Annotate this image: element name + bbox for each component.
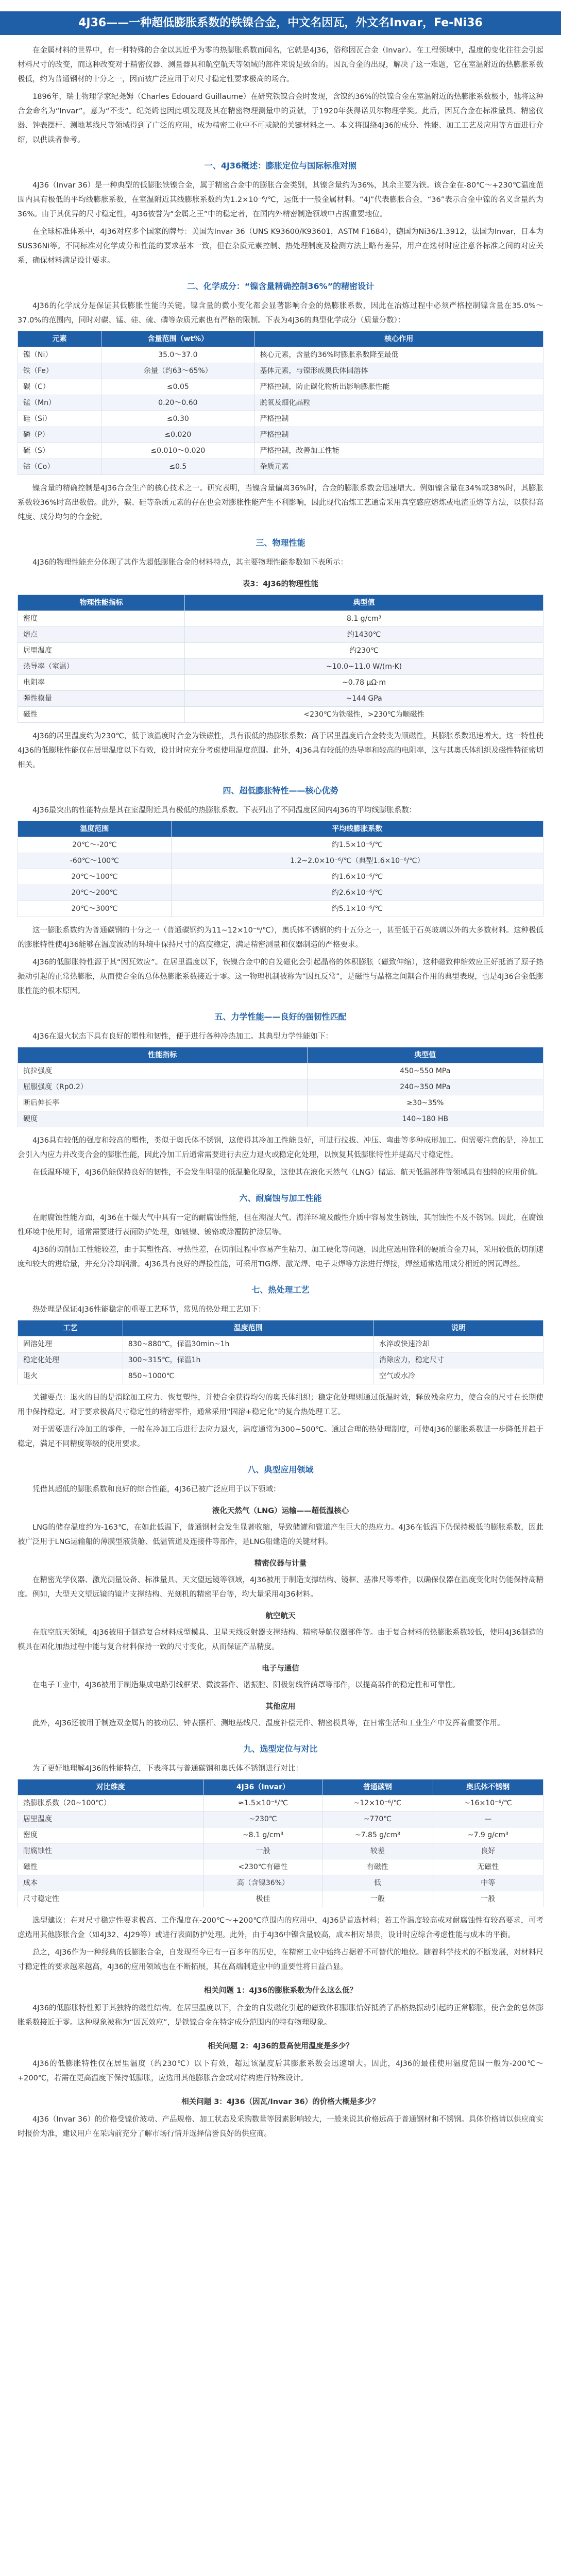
table-cell: 一般 [203,1843,322,1859]
table-cell: 空气或水冷 [373,1368,543,1384]
table-cell: ~10.0~11.0 W/(m·K) [185,659,543,675]
table-cell: 居里温度 [18,643,185,659]
paragraph: 4J36最突出的性能特点是其在室温附近具有极低的热膨胀系数。下表列出了不同温度区间内4J36的平均线膨胀系数： [32,806,417,815]
intro-paragraph: 1896年，瑞士物理学家纪尧姆（Charles Edouard Guillaume）在研究铁镍合金时发现，含镍约36%的铁镍合金在室温附近的热膨胀系数极小，他将这种合金命名为“Invar”，意为“不变”。纪尧姆也因此项发现及其在精密物理测量中的贡献，于1920年获得诺贝尔物理学奖。此后，因瓦合金在标准量具、精密仪器、钟表摆杆、测地基线尺等领域得到了广泛的应用，成为精密工业中不可或缺的关键材料之一。本文将围绕4J36的成分、性能、加工工艺及应用等方面进行介绍，以供读者参考。 [18,93,543,144]
table-cell: 抗拉强度 [18,1063,308,1079]
paragraph: 4J36具有较低的强度和较高的塑性，类似于奥氏体不锈钢，这使得其冷加工性能良好，可进行拉拔、冲压、弯曲等多种成形加工。但需要注意的是，冷加工会引入内应力并改变合金的膨胀性能，因此冷加工后通常需要进行去应力退火或稳定化处理，以恢复其低膨胀特性并提高尺寸稳定性。 [18,1137,543,1159]
faq-question: 相关问题 2：4J36的最高使用温度是多少？ [208,2042,353,2050]
table-row [18,427,543,443]
mechanical-table [18,1047,543,1127]
table-row [18,1843,543,1859]
table-row [18,627,543,643]
table-cell: 稳定化处理 [18,1352,123,1368]
table-cell: ~7.9 g/cm³ [433,1827,543,1843]
table-row [18,611,543,627]
paragraph: 4J36的物理性能充分体现了其作为超低膨胀合金的材料特点，其主要物理性能参数如下表所示： [32,558,348,567]
table-cell: ≤0.020 [101,427,254,443]
table-row [18,1891,543,1907]
table-row [18,1063,543,1079]
table-row [18,347,543,363]
table-cell: ≤0.010～0.020 [101,443,254,459]
table-header: 工艺 [18,1320,123,1336]
table-cell: ≤0.30 [101,411,254,427]
paragraph: 在精密光学仪器、激光测量设备、标准量具、天文望远镜等领域，4J36被用于制造支撑结构、镜框、基准尺等零件，以确保仪器在温度变化时仍能保持高精度。例如，大型天文望远镜的镜片支撑结构、光刻机的精密平台等，均大量采用4J36材料。 [18,1576,543,1599]
table-row [18,1859,543,1875]
table-row [18,885,543,901]
table-cell: ~230℃ [203,1811,322,1827]
table-cell: <230℃有磁性 [203,1859,322,1875]
section-heading: 五、力学性能——良好的强韧性匹配 [214,1012,347,1022]
faq-answer: 4J36（Invar 36）的价格受镍价波动、产品规格、加工状态及采购数量等因素影响较大，一般来说其价格远高于普通钢材和不锈钢。具体价格请以供应商实时报价为准，建议用户在采购前充分了解市场行情并选择信誉良好的供应商。 [18,2115,543,2138]
paragraph: LNG的储存温度约为-163℃，在如此低温下，普通钢材会发生显著收缩，导致储罐和管道产生巨大的热应力。4J36在低温下仍保持极低的膨胀系数，因此被广泛用于LNG运输船的薄膜型液货舱、低温管道及连接件等部件，是LNG船建造的关键材料。 [18,1523,543,1546]
table-cell: ≤0.05 [101,379,254,395]
table-row [18,363,543,379]
section-heading: 九、选型定位与对比 [243,1744,318,1754]
table-cell: 钴（Co） [18,459,101,475]
table-cell: <230℃为铁磁性，>230℃为顺磁性 [185,707,543,723]
table-row [18,1795,543,1811]
paragraph: 此外，4J36还被用于制造双金属片的被动层、钟表摆杆、测地基线尺、温度补偿元件、精密模具等，在日常生活和工业生产中发挥着重要作用。 [32,1719,505,1727]
table-header: 典型值 [185,595,543,611]
table-cell: 耐腐蚀性 [18,1843,204,1859]
table-row [18,707,543,723]
paragraph: 选型建议：在对尺寸稳定性要求极高、工作温度在-200℃～+200℃范围内的应用中，4J36是首选材料；若工作温度较高或对耐腐蚀性有较高要求，可考虑选用其他膨胀合金（如4J32、4J29等）或进行表面防护处理。此外，由于4J36中镍含量较高，成本相对昂贵，设计时应综合考虑性能与成本的平衡。 [18,1917,543,1939]
composition-table [18,331,543,475]
table-row [18,379,543,395]
table-cell: 约230℃ [185,643,543,659]
paragraph: 在全球标准体系中，4J36对应多个国家的牌号：美国为Invar 36（UNS K93600/K93601，ASTM F1684），德国为Ni36/1.3912，法国为Invar，日本为SUS36Ni等。不同标准对化学成分和性能的要求基本一致，但在杂质元素控制、热处理制度及检测方法上略有差异，用户在选材时应注意各标准之间的对应关系，确保材料满足设计要求。 [18,228,543,265]
table-cell: 热导率（室温） [18,659,185,675]
table-cell: 密度 [18,611,185,627]
faq-question: 相关问题 3：4J36（因瓦/Invar 36）的价格大概是多少？ [181,2098,380,2106]
table-row [18,443,543,459]
table-header: 奥氏体不锈钢 [433,1780,543,1795]
table-cell: 严格控制 [254,411,543,427]
table-header: 说明 [373,1320,543,1336]
table-header: 核心作用 [254,331,543,347]
application-title: 航空航天 [265,1612,296,1620]
table-row [18,675,543,691]
table-cell: ~0.78 μΩ·m [185,675,543,691]
table-cell: ~144 GPa [185,691,543,707]
table-cell: 严格控制，防止碳化物析出影响膨胀性能 [254,379,543,395]
section-heading: 七、热处理工艺 [251,1285,310,1295]
table-cell: 20℃～300℃ [18,901,172,917]
table-cell: 杂质元素 [254,459,543,475]
table-cell: 450~550 MPa [307,1063,543,1079]
table-row [18,1336,543,1352]
table-row [18,643,543,659]
table-cell: 尺寸稳定性 [18,1891,204,1907]
paragraph: 4J36在退火状态下具有良好的塑性和韧性，便于进行各种冷热加工。其典型力学性能如下： [32,1032,333,1041]
table-row [18,459,543,475]
table-header: 物理性能指标 [18,595,185,611]
table-cell: 基体元素，与镍形成奥氏体固溶体 [254,363,543,379]
table-cell: 熔点 [18,627,185,643]
table-cell: 一般 [322,1891,433,1907]
table-cell: 余量（约63～65%） [101,363,254,379]
table-cell: 硬度 [18,1111,308,1127]
table-header: 性能指标 [18,1047,308,1063]
table-cell: 退火 [18,1368,123,1384]
table-cell: 240~350 MPa [307,1079,543,1095]
table-cell: 居里温度 [18,1811,204,1827]
table-cell: 约2.6×10⁻⁶/℃ [171,885,543,901]
faq-answer: 4J36的低膨胀特性仅在居里温度（约230℃）以下有效，超过该温度后其膨胀系数会迅速增大。因此，4J36的最佳使用温度范围一般为-200℃～+200℃，若需在更高温度下保持低膨胀，应选用其他膨胀合金或对结构进行特殊设计。 [18,2060,543,2082]
paragraph: 这一膨胀系数约为普通碳钢的十分之一（普通碳钢约为11~12×10⁻⁶/℃），奥氏体不锈钢的约十五分之一，甚至低于石英玻璃以外的大多数材料。这种极低的膨胀特性使4J36能够在温度波动的环境中保持尺寸的高度稳定，满足精密测量和仪器制造的严格要求。 [18,926,543,949]
table-row [18,1111,543,1127]
table-cell: — [433,1811,543,1827]
application-title: 其他应用 [265,1703,296,1711]
table-header: 元素 [18,331,101,347]
table-cell: 脱氧及细化晶粒 [254,395,543,411]
intro-paragraph: 在金属材料的世界中，有一种特殊的合金以其近乎为零的热膨胀系数而闻名，它就是4J36，俗称因瓦合金（Invar）。在工程领域中，温度的变化往往会引起材料尺寸的改变，而这种改变对于精密仪器、测量器具和航空航天等领域的部件来说是致命的。因瓦合金的出现，解决了这一难题，它在室温附近的热膨胀系数极低，约为普通钢材的十分之一，因而被广泛应用于对尺寸稳定性要求极高的场合。 [18,46,543,83]
table-cell: 20℃～200℃ [18,885,172,901]
table-cell: 锰（Mn） [18,395,101,411]
table-cell: ~12×10⁻⁶/℃ [322,1795,433,1811]
paragraph: 在耐腐蚀性能方面，4J36在干燥大气中具有一定的耐腐蚀性能，但在潮湿大气、海洋环境及酸性介质中容易发生锈蚀，其耐蚀性不及不锈钢。因此，在腐蚀性环境中使用时，通常需要进行表面防护处理，如镀镍、镀铬或涂覆防护涂层等。 [18,1214,543,1236]
expansion-table [18,821,543,917]
paragraph: 在电子工业中，4J36被用于制造集成电路引线框架、微波器件、谐振腔、阴极射线管荫罩等部件，以提高器件的稳定性和可靠性。 [32,1681,460,1689]
table-cell: 碳（C） [18,379,101,395]
table-cell: ≈1.5×10⁻⁶/℃ [203,1795,322,1811]
table-header: 温度范围 [18,821,172,837]
faq-question: 相关问题 1：4J36的膨胀系数为什么这么低？ [203,1987,358,1995]
section-heading: 六、耐腐蚀与加工性能 [239,1193,322,1203]
table-cell: 一般 [433,1891,543,1907]
section-heading: 八、典型应用领域 [247,1465,314,1475]
table-cell: 成本 [18,1875,204,1891]
section-heading: 三、物理性能 [256,538,305,548]
table-cell: 低 [322,1875,433,1891]
table-cell: -60℃～100℃ [18,853,172,869]
table-cell: 断后伸长率 [18,1095,308,1111]
application-title: 电子与通信 [262,1665,299,1673]
table-cell: ≤0.5 [101,459,254,475]
paragraph: 为了更好地理解4J36的性能特点，下表将其与普通碳钢和奥氏体不锈钢进行对比： [32,1765,303,1773]
table-cell: 电阻率 [18,675,185,691]
paragraph: 热处理是保证4J36性能稳定的重要工艺环节，常见的热处理工艺如下： [32,1306,266,1314]
paragraph: 镍含量的精确控制是4J36合金生产的核心技术之一。研究表明，当镍含量偏离36%时，合金的膨胀系数会迅速增大。例如镍含量在34%或38%时，其膨胀系数较36%时高出数倍。此外，碳、硅等杂质元素的存在也会对膨胀性能产生不利影响，因此现代冶炼工艺通常采用真空感应熔炼或电渣重熔等方法，以获得高纯度、成分均匀的合金锭。 [18,484,543,521]
table-row [18,395,543,411]
table-cell: ~8.1 g/cm³ [203,1827,322,1843]
table-cell: 约1.5×10⁻⁶/℃ [171,837,543,853]
table-header: 典型值 [307,1047,543,1063]
paragraph: 在低温环境下，4J36仍能保持良好的韧性，不会发生明显的低温脆化现象，这使其在液化天然气（LNG）储运、航天低温部件等领域具有独特的应用价值。 [32,1168,543,1177]
section-heading: 二、化学成分：“镍含量精确控制36%”的精密设计 [186,281,375,291]
table-cell: 密度 [18,1827,204,1843]
table-header: 含量范围（wt%） [101,331,254,347]
paragraph: 4J36的居里温度约为230℃，低于该温度时合金为铁磁性，具有很低的热膨胀系数；高于居里温度后合金转变为顺磁性，其膨胀系数迅速增大。这一特性使4J36的低膨胀性能仅在居里温度以下有效，设计时应充分考虑使用温度范围。此外，4J36具有较低的热导率和较高的电阻率，这与其奥氏体组织及磁性特征密切相关。 [18,732,543,769]
physical-properties-table [18,595,543,723]
table-cell: 0.20～0.60 [101,395,254,411]
table-cell: 140~180 HB [307,1111,543,1127]
table-header: 4J36（Invar） [203,1780,322,1795]
table-row [18,1368,543,1384]
table-cell: 磁性 [18,707,185,723]
table-cell: 300~315℃，保温1h [123,1352,373,1368]
table-row [18,1811,543,1827]
table-cell: 严格控制 [254,427,543,443]
table-header: 普通碳钢 [322,1780,433,1795]
table-cell: 约1430℃ [185,627,543,643]
table-cell: 约1.6×10⁻⁶/℃ [171,869,543,885]
paragraph: 总之，4J36作为一种经典的低膨胀合金，自发现至今已有一百多年的历史，在精密工业中始终占据着不可替代的地位。随着科学技术的不断发展，对材料尺寸稳定性的要求越来越高，4J36的应用领域也在不断拓展，其在高端制造业中的重要性将日益凸显。 [18,1948,543,1971]
section-heading: 四、超低膨胀特性——核心优势 [223,786,338,795]
table-row [18,837,543,853]
table-header: 温度范围 [123,1320,373,1336]
table-cell: 固溶处理 [18,1336,123,1352]
comparison-table [18,1779,543,1907]
table-cell: ~16×10⁻⁶/℃ [433,1795,543,1811]
heat-treatment-table [18,1320,543,1384]
application-title: 液化天然气（LNG）运输——超低温核心 [212,1507,349,1515]
table-caption: 表3：4J36的物理性能 [242,580,319,588]
page-title: 4J36——一种超低膨胀系数的铁镍合金，中文名因瓦，外文名Invar，Fe-Ni36 [0,11,561,35]
table-row [18,869,543,885]
table-cell: ≥30~35% [307,1095,543,1111]
table-cell: 20℃～100℃ [18,869,172,885]
table-cell: ~7.85 g/cm³ [322,1827,433,1843]
table-row [18,659,543,675]
table-cell: 约5.1×10⁻⁶/℃ [171,901,543,917]
application-title: 精密仪器与计量 [254,1560,307,1568]
table-cell: 磷（P） [18,427,101,443]
table-cell: 良好 [433,1843,543,1859]
table-cell: 较差 [322,1843,433,1859]
table-cell: 高（含镍36%） [203,1875,322,1891]
paragraph: 凭借其超低的膨胀系数和良好的综合性能，4J36已被广泛应用于以下领域： [32,1485,281,1494]
table-cell: 35.0～37.0 [101,347,254,363]
table-cell: 无磁性 [433,1859,543,1875]
table-row [18,1095,543,1111]
table-cell: 有磁性 [322,1859,433,1875]
paragraph: 4J36的切削加工性能较差，由于其塑性高、导热性差，在切削过程中容易产生粘刀、加工硬化等问题，因此应选用锋利的硬质合金刀具，采用较低的切削速度和较大的进给量，并充分冷却润滑。4J36具有良好的焊接性能，可采用TIG焊、激光焊、电子束焊等方法进行焊接，焊丝通常选用成分相近的因瓦焊丝。 [18,1246,543,1268]
table-cell: 消除应力，稳定尺寸 [373,1352,543,1368]
table-header: 对比维度 [18,1780,204,1795]
table-cell: 8.1 g/cm³ [185,611,543,627]
table-header: 平均线膨胀系数 [171,821,543,837]
table-row [18,853,543,869]
table-cell: 屈服强度（Rp0.2） [18,1079,308,1095]
table-cell: 硅（Si） [18,411,101,427]
table-row [18,901,543,917]
table-cell: 1.2~2.0×10⁻⁶/℃（典型1.6×10⁻⁶/℃） [171,853,543,869]
table-cell: 弹性模量 [18,691,185,707]
table-cell: 硫（S） [18,443,101,459]
table-cell: 水淬或快速冷却 [373,1336,543,1352]
table-row [18,1875,543,1891]
table-cell: 磁性 [18,1859,204,1875]
section-heading: 一、4J36概述：膨胀定位与国际标准对照 [204,161,357,171]
table-cell: ~770℃ [322,1811,433,1827]
table-cell: 830~880℃，保温30min~1h [123,1336,373,1352]
paragraph: 4J36（Invar 36）是一种典型的低膨胀铁镍合金，属于精密合金中的膨胀合金类别，其镍含量约为36%，其余主要为铁。该合金在-80℃～+230℃温度范围内具有极低的平均线膨胀系数，在室温附近其线膨胀系数约为1.2×10⁻⁶/℃，远低于一般金属材料。“4J”代表膨胀合金，“36”表示合金中镍的名义含量约为36%。由于其优异的尺寸稳定性，4J36被誉为“金属之王”中的稳定者，在国内外精密制造领域中占据重要地位。 [18,181,543,218]
table-row [18,411,543,427]
paragraph: 对于需要进行冷加工的零件，一般在冷加工后进行去应力退火，温度通常为300~500℃。通过合理的热处理制度，可使4J36的膨胀系数进一步降低并趋于稳定，满足不同精度等级的使用要求。 [18,1426,543,1448]
table-cell: 中等 [433,1875,543,1891]
table-row [18,691,543,707]
table-cell: 铁（Fe） [18,363,101,379]
table-cell: 极佳 [203,1891,322,1907]
paragraph: 关键要点：退火的目的是消除加工应力、恢复塑性，并使合金获得均匀的奥氏体组织；稳定化处理则通过低温时效，释放残余应力，使合金的尺寸在长期使用中保持稳定。对于要求极高尺寸稳定性的精密零件，通常采用“固溶+稳定化”的复合热处理工艺。 [18,1394,543,1416]
table-cell: 热膨胀系数（20~100℃） [18,1795,204,1811]
table-cell: 20℃～-20℃ [18,837,172,853]
table-cell: 850~1000℃ [123,1368,373,1384]
table-row [18,1352,543,1368]
faq-answer: 4J36的低膨胀特性源于其独特的磁性结构。在居里温度以下，合金的自发磁化引起的磁致体积膨胀恰好抵消了晶格热振动引起的正常膨胀，使合金的总体膨胀系数接近于零。这种现象被称为“因瓦效应”，是铁镍合金在特定成分范围内的特有物理现象。 [18,2004,543,2027]
table-cell: 核心元素，含量约36%时膨胀系数降至最低 [254,347,543,363]
paragraph: 4J36的低膨胀特性源于其“因瓦效应”。在居里温度以下，铁镍合金中的自发磁化会引起晶格的体积膨胀（磁致伸缩），这种磁致伸缩效应正好抵消了原子热振动引起的正常热膨胀，从而使合金的总体热膨胀系数接近于零。这一物理机制被称为“因瓦反常”，是磁性与晶格之间耦合作用的典型表现，也是4J36合金低膨胀性能的根本原因。 [18,958,543,995]
table-cell: 严格控制，改善加工性能 [254,443,543,459]
table-cell: 镍（Ni） [18,347,101,363]
paragraph: 在航空航天领域，4J36被用于制造复合材料成型模具、卫星天线反射器支撑结构、精密导航仪器部件等。由于复合材料的热膨胀系数较低，使用4J36制造的模具在固化加热过程中能与复合材料保持一致的尺寸变化，从而保证产品精度。 [18,1629,543,1651]
paragraph: 4J36的化学成分是保证其低膨胀性能的关键。镍含量的微小变化都会显著影响合金的热膨胀系数，因此在冶炼过程中必须严格控制镍含量在35.0%～37.0%的范围内，同时对碳、锰、硅、硫、磷等杂质元素也有严格的限制。下表为4J36的典型化学成分（质量分数）： [18,302,543,325]
table-row [18,1827,543,1843]
table-row [18,1079,543,1095]
